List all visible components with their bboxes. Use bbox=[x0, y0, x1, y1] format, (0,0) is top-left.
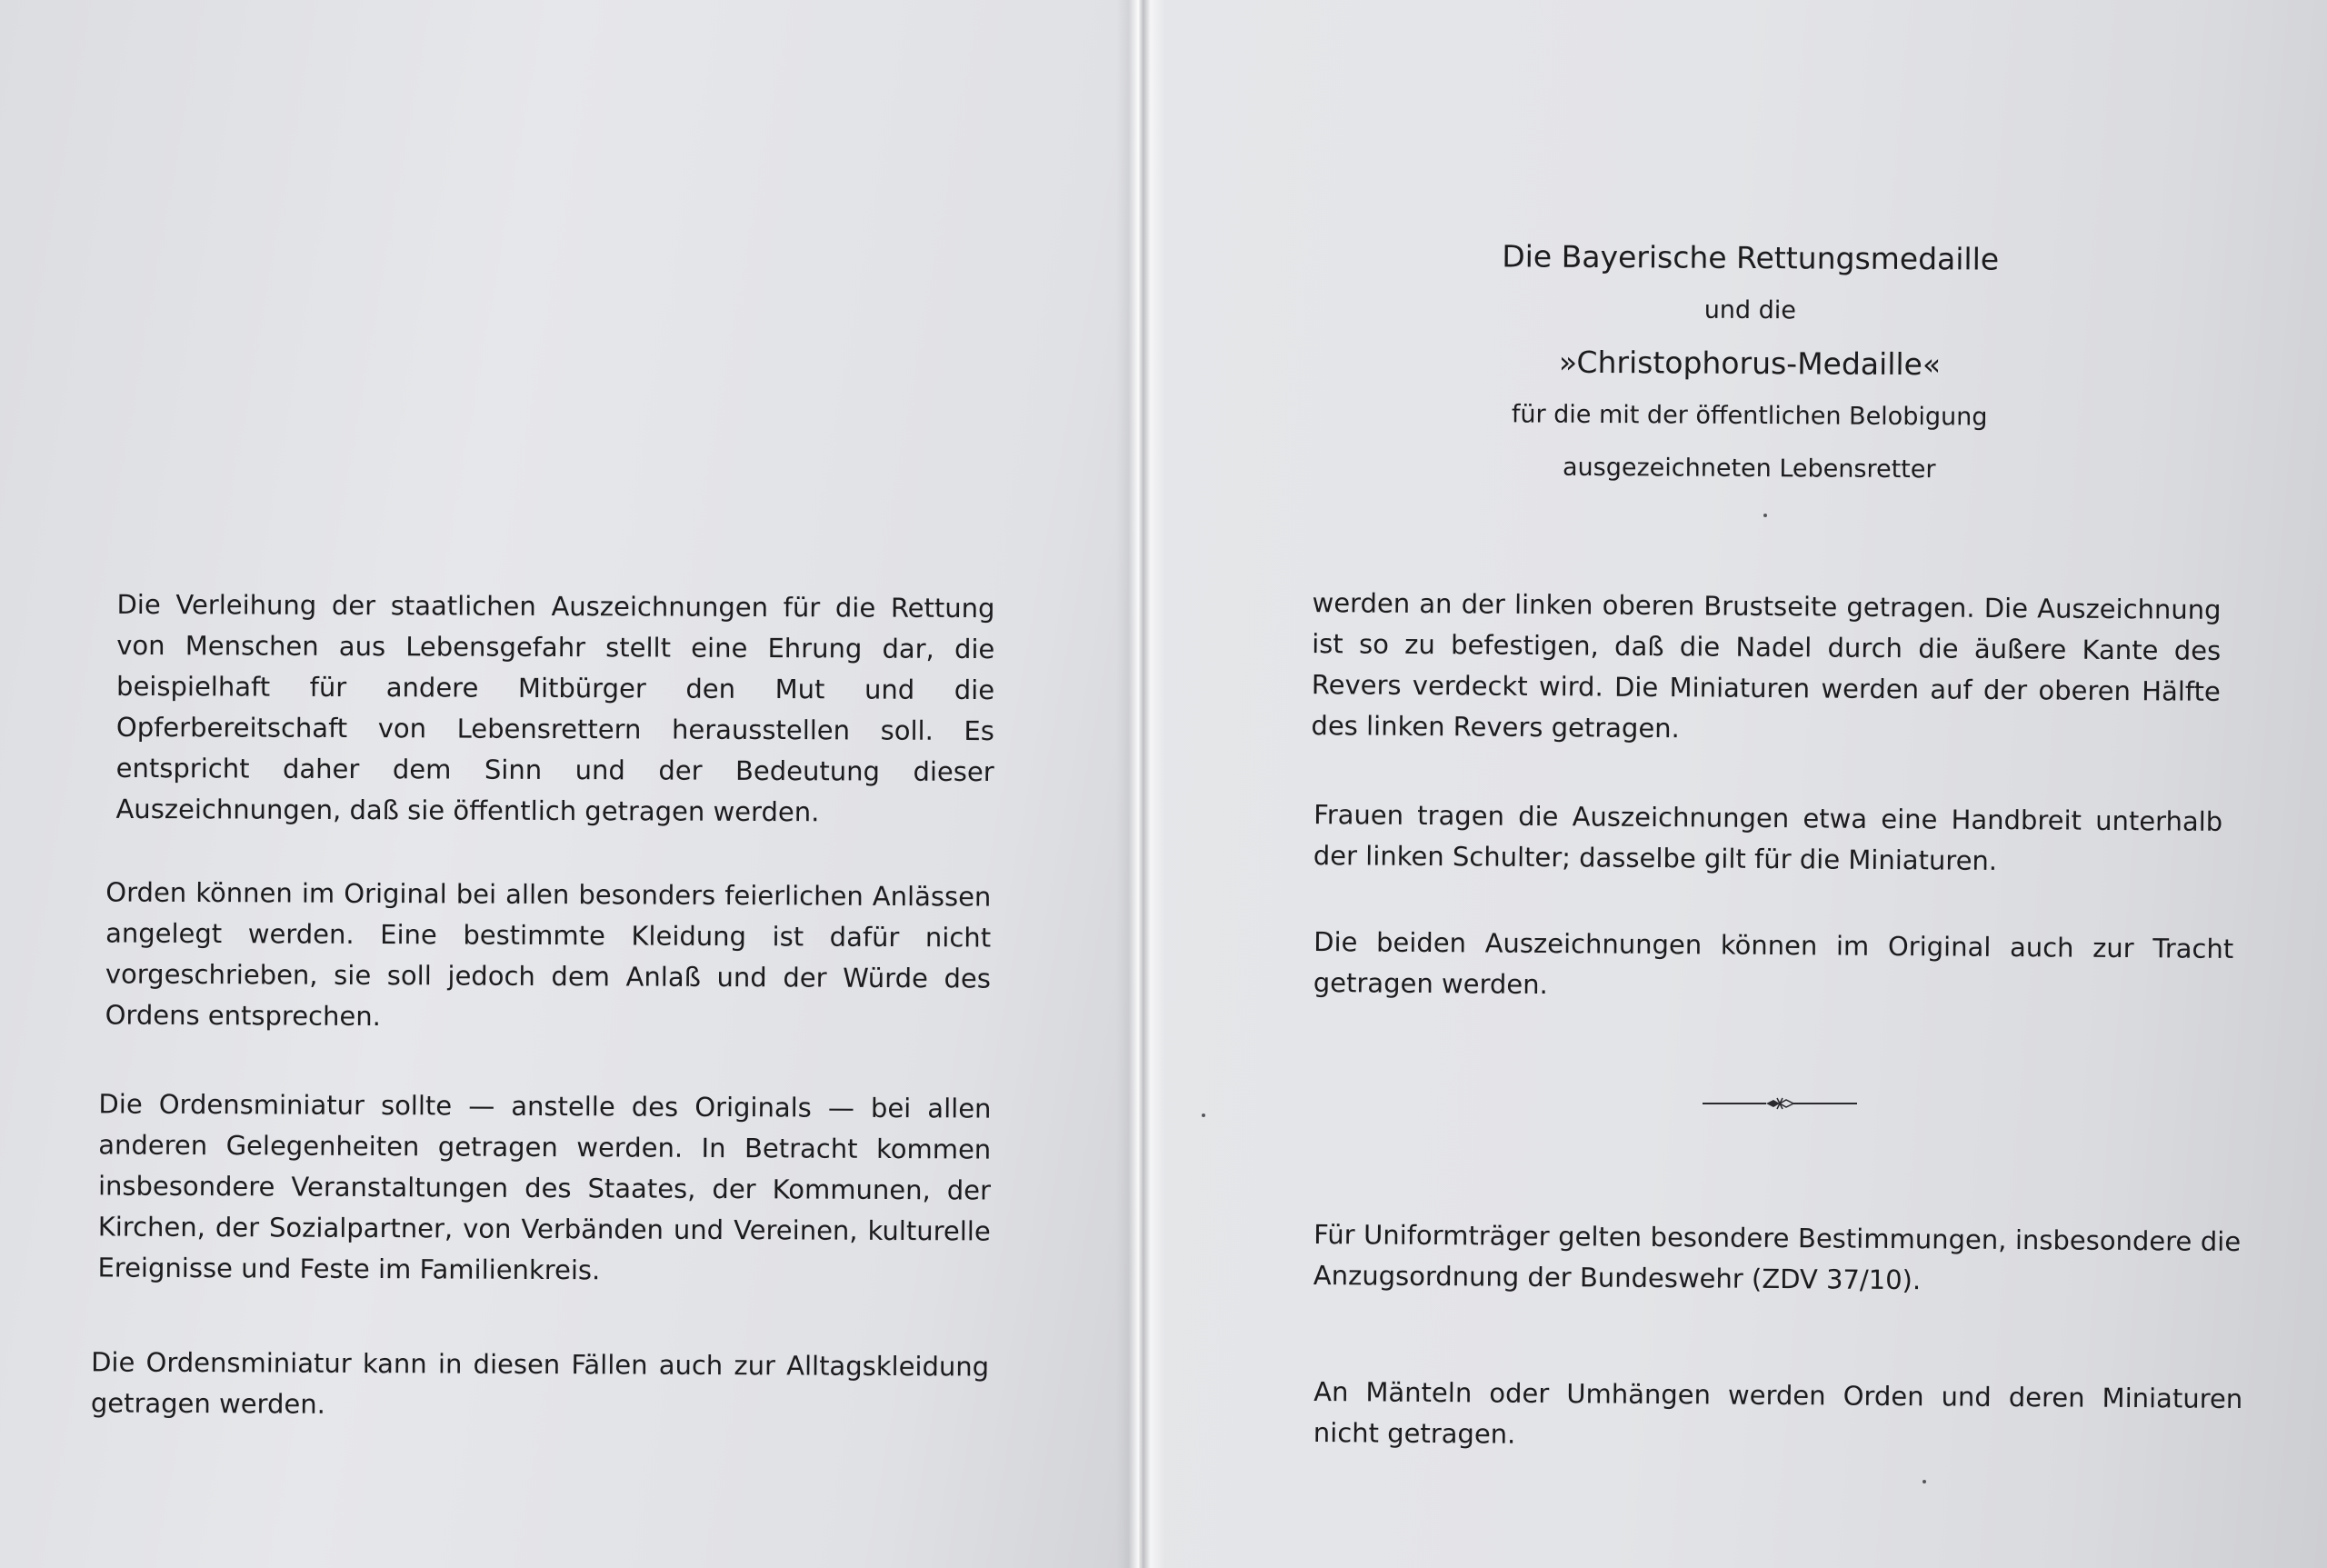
right-paragraph-2: Frauen tragen die Auszeichnungen etwa eine Handbreit unterhalb der linken Schulter; dasselbe gilt für die Miniaturen. bbox=[1313, 799, 2223, 876]
title-line-4: für die mit der öffentlichen Belobigung bbox=[1511, 400, 1988, 432]
right-page bbox=[1141, 0, 2327, 1568]
title-line-5: ausgezeichneten Lebensretter bbox=[1562, 453, 1936, 484]
left-paragraph-2: Orden können im Original bei allen besonders feierlichen Anlässen angelegt werden. Eine bestimmte Kleidung ist dafür nicht vorgeschrieben, sie soll jedoch dem Anlaß und der Würde des Ordens entsprechen. bbox=[105, 876, 992, 1033]
right-paragraph-4: Für Uniformträger gelten besondere Bestimmungen, insbesondere die Anzugsordnung der Bundeswehr (ZDV 37/10). bbox=[1313, 1218, 2242, 1296]
decorative-divider-icon bbox=[1703, 1093, 1857, 1114]
title-line-2: und die bbox=[1703, 295, 1797, 325]
page-title bbox=[1413, 230, 2087, 498]
left-paragraph-1: Die Verleihung der staatlichen Auszeichnungen für die Rettung von Menschen aus Lebensgefahr stellt eine Ehrung dar, die beispielhaft für andere Mitbürger den Mut und die Opferbereitschaft von Lebensrettern herausstellen soll. Es entspricht daher dem Sinn und der Bedeutung dieser Auszeichnungen, daß sie öffentlich getragen werden. bbox=[115, 588, 995, 828]
title-line-3: »Christophorus-Medaille« bbox=[1558, 344, 1942, 383]
left-page bbox=[0, 0, 1141, 1568]
right-paragraph-5: An Mänteln oder Umhängen werden Orden und deren Miniaturen nicht getragen. bbox=[1313, 1375, 2243, 1450]
left-paragraph-4: Die Ordensminiatur kann in diesen Fällen auch zur Alltagskleidung getragen werden. bbox=[90, 1346, 990, 1420]
title-line-1: Die Bayerische Rettungsmedaille bbox=[1502, 238, 2000, 277]
left-paragraph-3: Die Ordensminiatur sollte — anstelle des Originals — bei allen anderen Gelegenheiten getragen werden. In Betracht kommen insbesondere Veranstaltungen des Staates, der Kommunen, der Kirchen, der Sozialpartner, von Verbänden und Vereinen, kulturelle Ereignisse und Feste im Familienkreis. bbox=[97, 1088, 992, 1286]
right-paragraph-3: Die beiden Auszeichnungen können im Original auch zur Tracht getragen werden. bbox=[1313, 926, 2234, 1001]
paper-speck bbox=[1923, 1480, 1926, 1483]
paper-speck bbox=[1202, 1114, 1205, 1117]
right-paragraph-1: werden an der linken oberen Brustseite getragen. Die Auszeichnung ist so zu befestigen, daß die Nadel durch die äußere Kante des Revers verdeckt wird. Die Miniaturen werden auf der oberen Hälfte des linken Revers getragen. bbox=[1311, 587, 2222, 744]
paper-speck bbox=[1763, 514, 1767, 517]
center-fold bbox=[1116, 0, 1165, 1568]
